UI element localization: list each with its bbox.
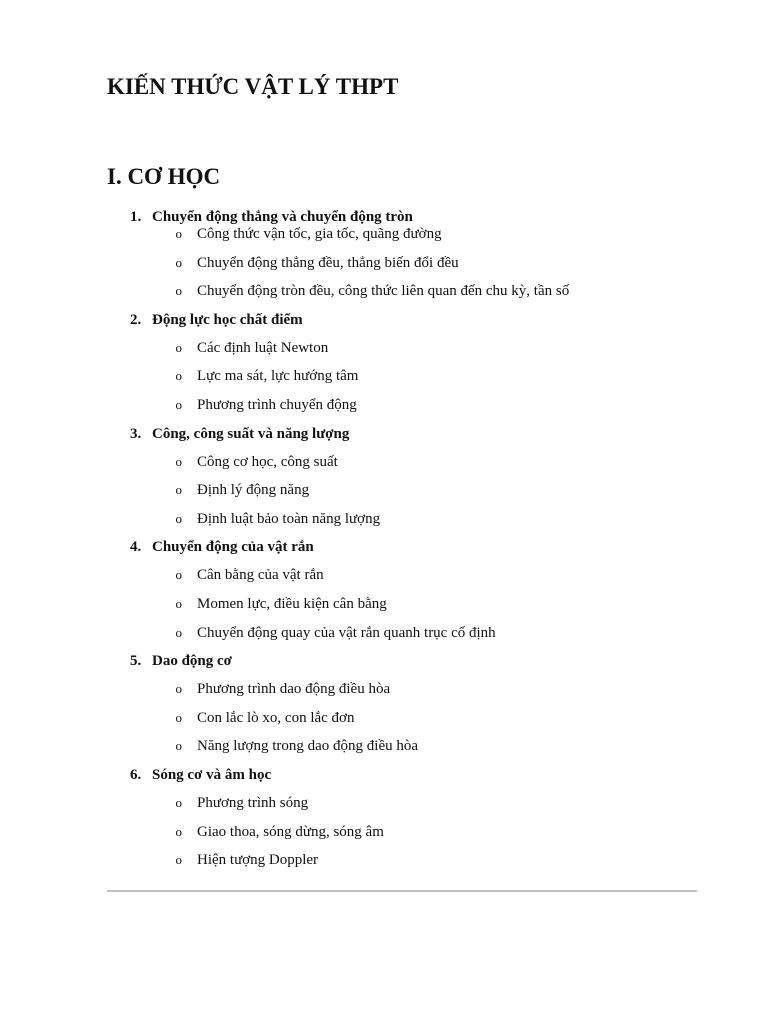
subtopic-list xyxy=(107,451,697,530)
topic-label: Sóng cơ và âm học xyxy=(152,766,272,783)
subtopic-item xyxy=(107,821,697,843)
circle-bullet-icon: o xyxy=(175,823,182,839)
topic-heading xyxy=(107,536,697,558)
subtopic-item xyxy=(107,252,697,274)
subtopic-label: Phương trình dao động điều hòa xyxy=(197,681,391,698)
subtopic-item xyxy=(107,707,697,729)
subtopic-list xyxy=(107,678,697,757)
subtopic-label: Định luật bảo toàn năng lượng xyxy=(197,510,381,527)
subtopic-item xyxy=(107,792,697,814)
topic-item xyxy=(107,206,697,302)
subtopic-item xyxy=(107,678,697,700)
subtopic-list xyxy=(107,564,697,643)
circle-bullet-icon: o xyxy=(175,396,182,412)
subtopic-list xyxy=(107,223,697,302)
circle-bullet-icon: o xyxy=(175,368,182,384)
topic-number: 3. xyxy=(130,425,142,442)
topic-heading xyxy=(107,423,697,445)
topic-label: Công, công suất và năng lượng xyxy=(152,425,350,442)
circle-bullet-icon: o xyxy=(175,283,182,299)
subtopic-item xyxy=(107,622,697,644)
document-title: KIẾN THỨC VẬT LÝ THPT xyxy=(107,74,399,99)
circle-bullet-icon: o xyxy=(175,567,182,583)
subtopic-item xyxy=(107,508,697,530)
subtopic-label: Năng lượng trong dao động điều hòa xyxy=(197,738,419,755)
circle-bullet-icon: o xyxy=(175,226,182,241)
subtopic-item xyxy=(107,365,697,387)
subtopic-label: Chuyển động tròn đều, công thức liên quan đến chu kỳ, tần số xyxy=(197,283,570,300)
subtopic-label: Momen lực, điều kiện cân bằng xyxy=(197,595,387,612)
topic-number: 1. xyxy=(130,209,142,225)
subtopic-label: Lực ma sát, lực hướng tâm xyxy=(197,368,359,385)
subtopic-item xyxy=(107,564,697,586)
topic-item xyxy=(107,536,697,643)
topic-number: 5. xyxy=(130,653,142,670)
subtopic-label: Phương trình chuyển động xyxy=(197,396,357,413)
subtopic-item xyxy=(107,280,697,302)
subtopic-label: Cân bằng của vật rắn xyxy=(197,567,324,584)
subtopic-item xyxy=(107,735,697,757)
subtopic-label: Phương trình sóng xyxy=(197,794,309,811)
topic-label: Chuyển động thẳng và chuyển động tròn xyxy=(152,209,413,225)
subtopic-item xyxy=(107,451,697,473)
circle-bullet-icon: o xyxy=(175,852,182,868)
circle-bullet-icon: o xyxy=(175,339,182,355)
circle-bullet-icon: o xyxy=(175,453,182,469)
circle-bullet-icon: o xyxy=(175,709,182,725)
horizontal-divider xyxy=(107,890,697,892)
subtopic-label: Định lý động năng xyxy=(197,482,310,499)
subtopic-label: Công cơ học, công suất xyxy=(197,453,338,470)
topic-label: Động lực học chất điểm xyxy=(152,311,303,328)
topic-number: 2. xyxy=(130,311,142,328)
circle-bullet-icon: o xyxy=(175,738,182,754)
topic-number: 4. xyxy=(130,539,142,556)
circle-bullet-icon: o xyxy=(175,681,182,697)
topic-item xyxy=(107,309,697,416)
circle-bullet-icon: o xyxy=(175,595,182,611)
subtopic-item xyxy=(107,223,697,245)
subtopic-label: Giao thoa, sóng dừng, sóng âm xyxy=(197,823,384,840)
topic-list xyxy=(107,206,697,878)
subtopic-label: Chuyển động thẳng đều, thẳng biến đổi đều xyxy=(197,254,459,271)
topic-heading xyxy=(107,764,697,786)
topic-heading xyxy=(107,650,697,672)
section-title: I. CƠ HỌC xyxy=(107,164,221,189)
subtopic-item xyxy=(107,394,697,416)
subtopic-label: Hiện tượng Doppler xyxy=(197,852,319,869)
subtopic-item xyxy=(107,479,697,501)
topic-heading xyxy=(107,309,697,331)
subtopic-item xyxy=(107,337,697,359)
subtopic-label: Chuyển động quay của vật rắn quanh trục cố định xyxy=(197,624,496,641)
topic-number: 6. xyxy=(130,766,142,783)
circle-bullet-icon: o xyxy=(175,482,182,498)
subtopic-list xyxy=(107,337,697,416)
subtopic-item xyxy=(107,593,697,615)
topic-item xyxy=(107,423,697,530)
subtopic-list xyxy=(107,792,697,871)
topic-item xyxy=(107,764,697,871)
circle-bullet-icon: o xyxy=(175,624,182,640)
topic-label: Chuyển động của vật rắn xyxy=(152,539,314,556)
topic-item xyxy=(107,650,697,757)
circle-bullet-icon: o xyxy=(175,794,182,810)
subtopic-label: Con lắc lò xo, con lắc đơn xyxy=(197,709,355,726)
subtopic-item xyxy=(107,849,697,871)
subtopic-label: Công thức vận tốc, gia tốc, quãng đường xyxy=(197,226,442,242)
circle-bullet-icon: o xyxy=(175,254,182,270)
topic-label: Dao động cơ xyxy=(152,653,232,670)
subtopic-label: Các định luật Newton xyxy=(197,339,329,356)
circle-bullet-icon: o xyxy=(175,510,182,526)
